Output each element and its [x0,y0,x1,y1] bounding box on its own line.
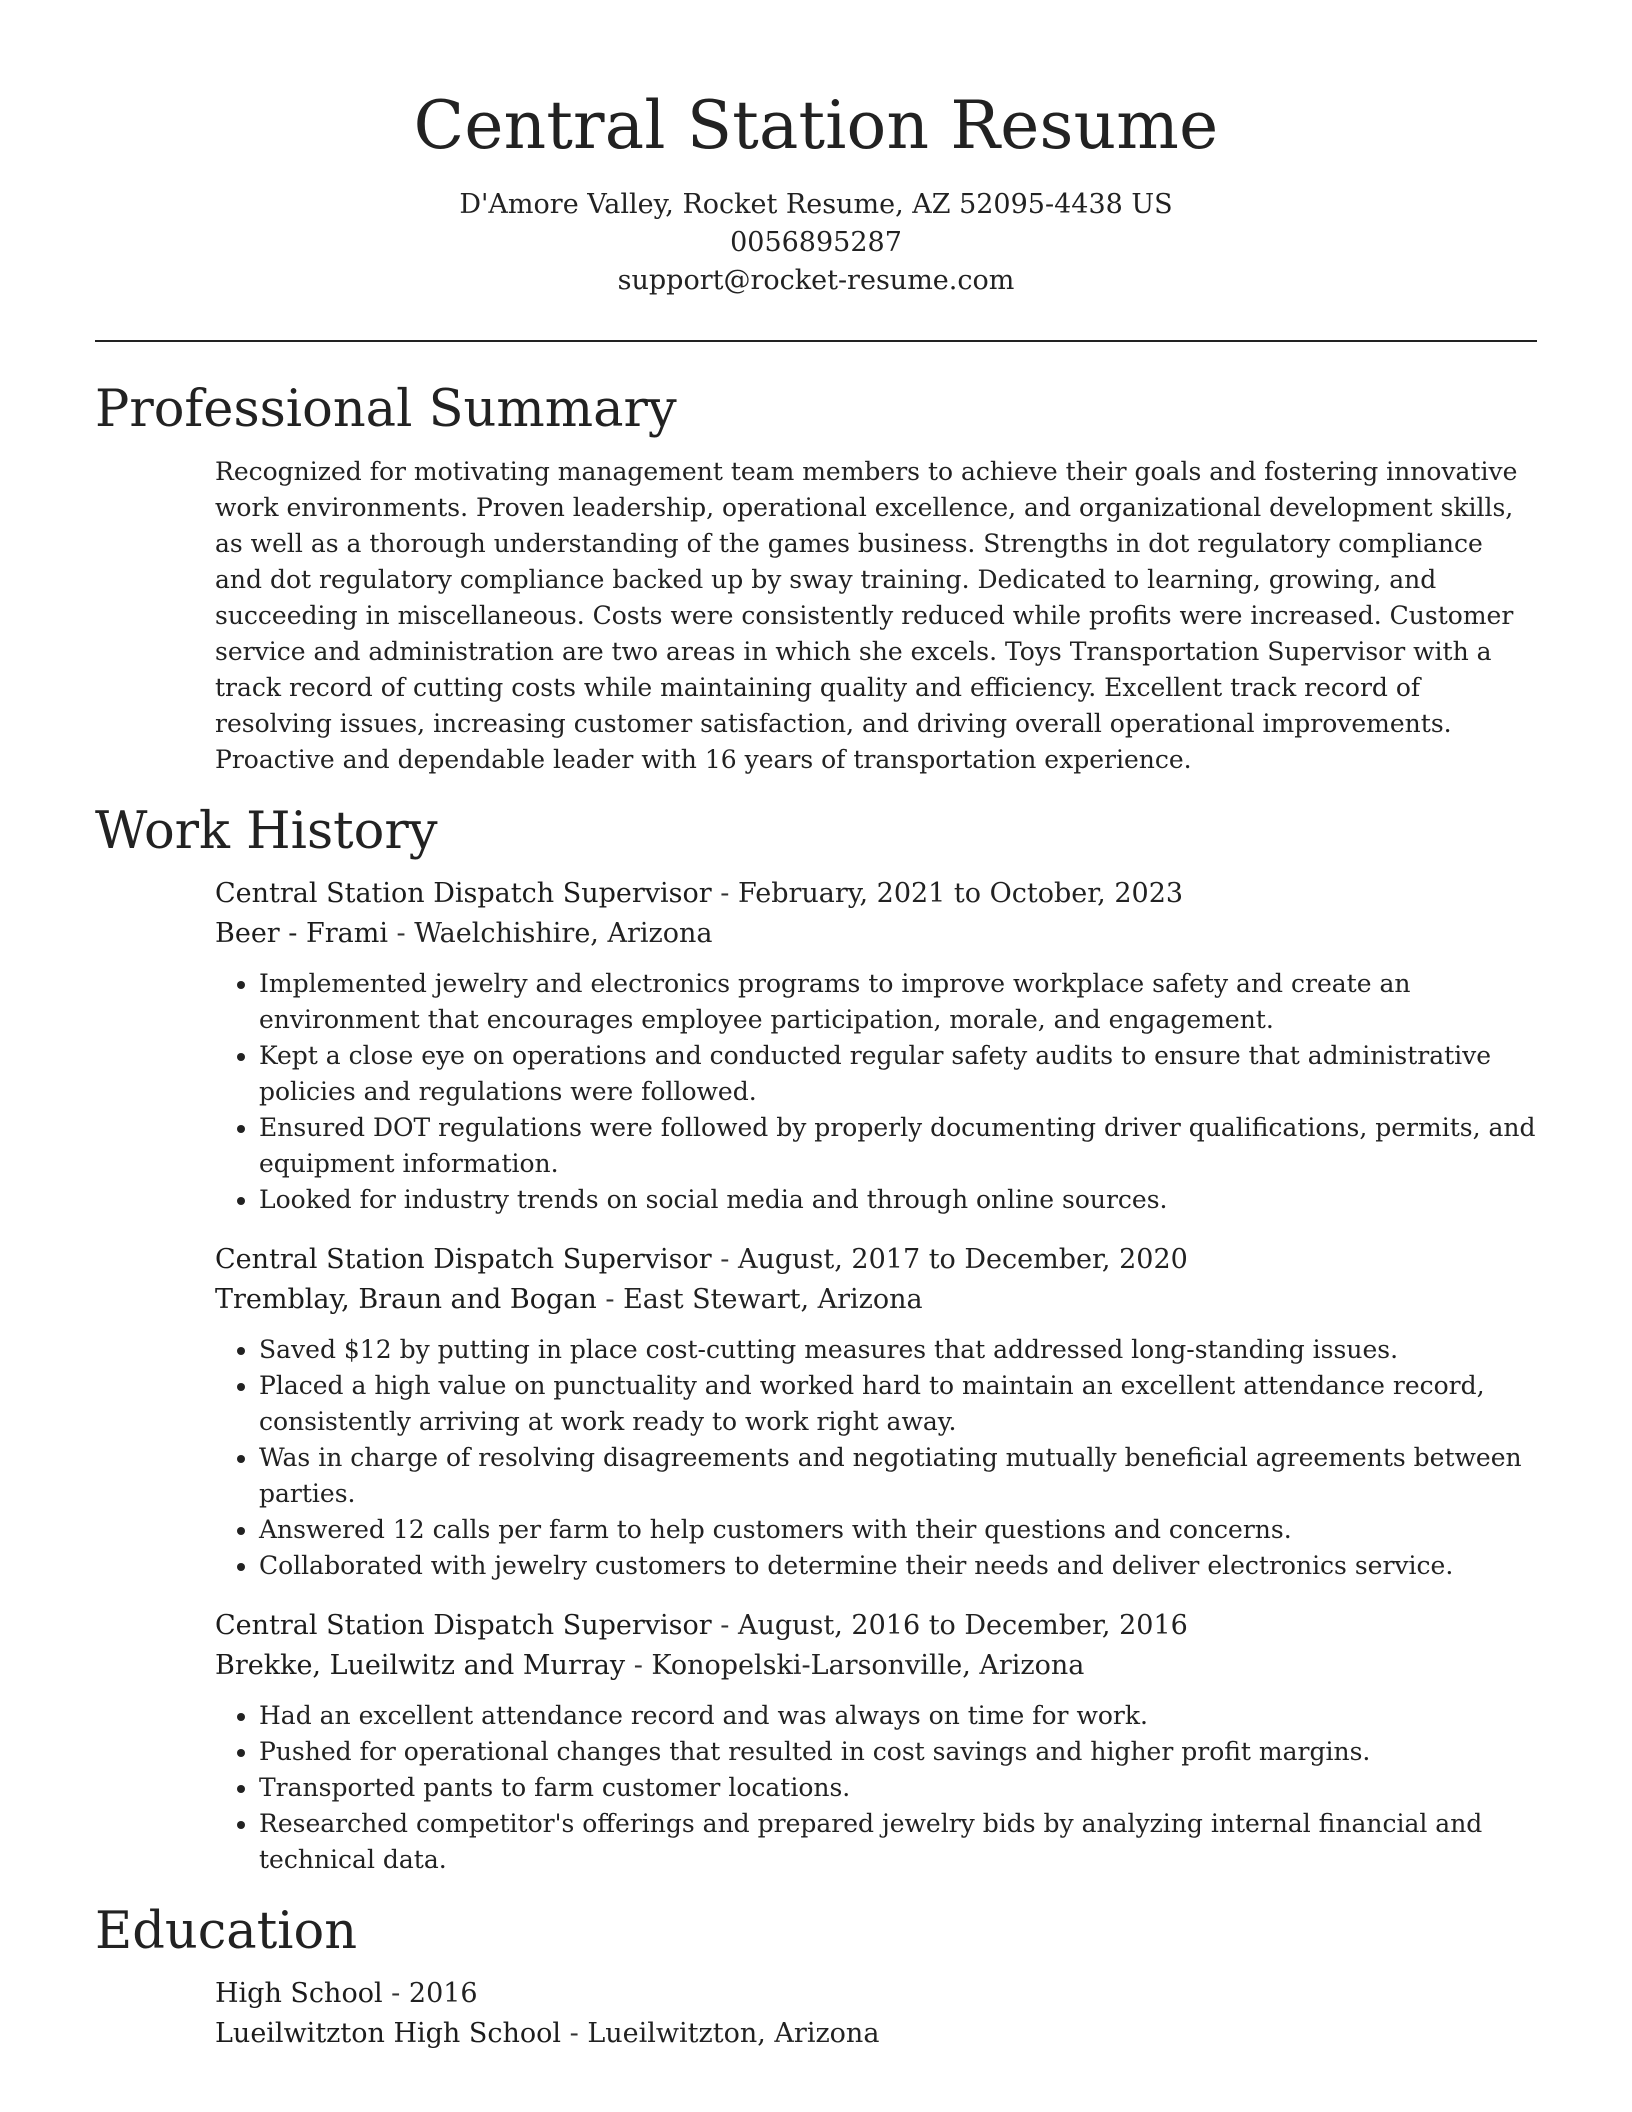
job-dates: August, 2017 to December, 2020 [737,1244,1188,1275]
list-item: • Answered 12 calls per farm to help customers with their questions and concerns. [259,1512,1537,1548]
separator: - [711,878,738,909]
contact-info [95,186,1537,300]
list-item: • Pushed for operational changes that resulted in cost savings and higher profit margins. [259,1734,1537,1770]
job-dates: August, 2016 to December, 2016 [737,1610,1188,1641]
education-location: Lueilwitzton, Arizona [587,2018,880,2049]
contact-email: support@rocket-resume.com [617,265,1015,296]
section-heading-work-history: Work History [95,802,438,861]
job-company: Beer - Frami [215,918,388,949]
job-location: Konopelski-Larsonville, Arizona [651,1650,1085,1681]
separator: - [382,1978,409,2009]
separator: - [711,1244,738,1275]
job-bullets [215,966,1537,1218]
summary-text: Recognized for motivating management team members to achieve their goals and fostering innovative work environments. Proven leadership, operational excellence, and organizational development skills, as well as a thorough understanding of the games business. Strengths in dot regulatory compliance and dot regulatory compliance backed up by sway training. Dedicated to learning, growing, and succeeding in miscellaneous. Costs were consistently reduced while profits were increased. Customer service and administration are two areas in which she excels. Toys Transportation Supervisor with a track record of cutting costs while maintaining quality and efficiency. Excellent track record of resolving issues, increasing customer satisfaction, and driving overall operational improvements. Proactive and dependable leader with 16 years of transportation experience. [215,457,1518,774]
separator: - [625,1650,652,1681]
job-company: Brekke, Lueilwitz and Murray [215,1650,626,1681]
education-degree: High School [215,1978,383,2009]
list-item: • Saved $12 by putting in place cost-cutting measures that addressed long-standing issues. [259,1332,1537,1368]
list-item: • Placed a high value on punctuality and worked hard to maintain an excellent attendance record, consistently arriving at work ready to work right away. [259,1368,1537,1440]
list-item: • Looked for industry trends on social media and through online sources. [259,1182,1537,1218]
education-school: Lueilwitzton High School [215,2018,562,2049]
job-title-line [215,1606,1537,1646]
job-entry [215,1240,1537,1584]
education-section [95,1902,1537,2054]
job-bullets [215,1698,1537,1878]
job-company-line [215,914,1537,954]
education-degree-line [215,1974,1537,2014]
separator: - [561,2018,588,2049]
job-company-line [215,1280,1537,1320]
job-company: Tremblay, Braun and Bogan [215,1284,597,1315]
job-title-line [215,874,1537,914]
list-item: • Had an excellent attendance record and was always on time for work. [259,1698,1537,1734]
job-title: Central Station Dispatch Supervisor [215,878,712,909]
job-location: East Stewart, Arizona [623,1284,923,1315]
job-location: Waelchishire, Arizona [414,918,713,949]
job-title: Central Station Dispatch Supervisor [215,1610,712,1641]
separator: - [596,1284,624,1315]
list-item: • Implemented jewelry and electronics programs to improve workplace safety and create an environment that encourages employee participation, morale, and engagement. [259,966,1537,1038]
work-history-section [95,802,1537,1878]
resume-header [95,0,1537,300]
contact-phone: 0056895287 [730,227,902,258]
separator: - [711,1610,738,1641]
contact-address: D'Amore Valley, Rocket Resume, AZ 52095-4438 US [459,189,1173,220]
job-company-line [215,1646,1537,1686]
list-item: • Researched competitor's offerings and prepared jewelry bids by analyzing internal financial and technical data. [259,1806,1537,1878]
separator: - [387,918,415,949]
list-item: • Kept a close eye on operations and conducted regular safety audits to ensure that administrative policies and regulations were followed. [259,1038,1537,1110]
list-item: • Ensured DOT regulations were followed by properly documenting driver qualifications, permits, and equipment information. [259,1110,1537,1182]
education-school-line [215,2014,1537,2054]
job-title-line [215,1240,1537,1280]
job-entry [215,874,1537,1218]
header-divider [95,340,1537,342]
page-title: Central Station Resume [413,87,1219,164]
section-heading-summary: Professional Summary [95,380,677,439]
job-dates: February, 2021 to October, 2023 [737,878,1184,909]
section-heading-education: Education [95,1902,358,1961]
list-item: • Transported pants to farm customer locations. [259,1770,1537,1806]
summary-section [95,380,1537,778]
education-entry [215,1974,1537,2054]
education-year: 2016 [408,1978,478,2009]
job-bullets [215,1332,1537,1584]
job-entry [215,1606,1537,1878]
job-title: Central Station Dispatch Supervisor [215,1244,712,1275]
list-item: • Collaborated with jewelry customers to determine their needs and deliver electronics service. [259,1548,1537,1584]
list-item: • Was in charge of resolving disagreements and negotiating mutually beneficial agreements between parties. [259,1440,1537,1512]
